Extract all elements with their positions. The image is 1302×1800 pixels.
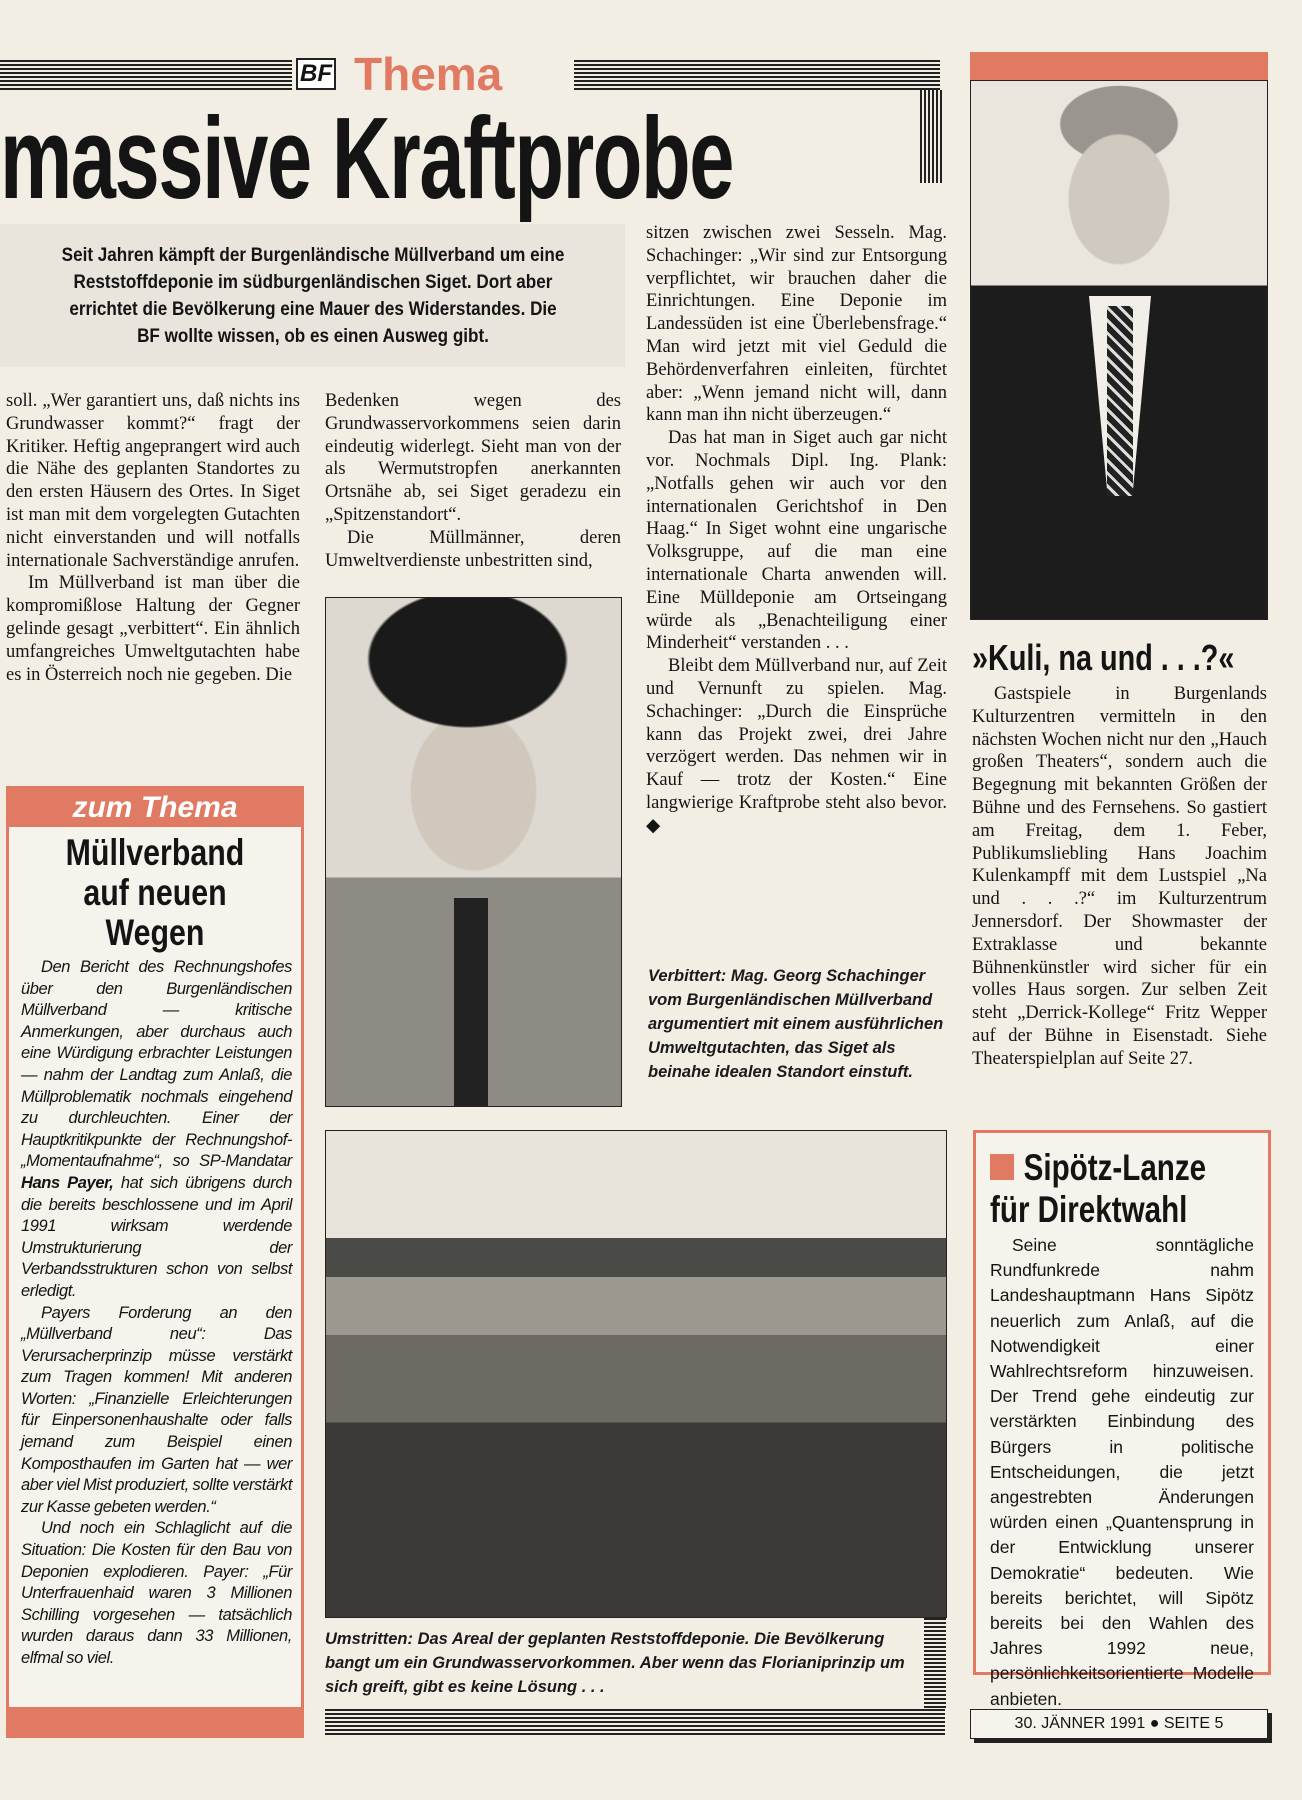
sipoetz-title-line2: für Direktwahl — [990, 1189, 1188, 1230]
red-square-icon — [990, 1154, 1014, 1180]
paragraph: Im Müllverband ist man über die kompromißlose Haltung der Gegner gelinde gesagt „verbittert“. Ein ähnlich umfangreiches Umweltgutachten habe es in Österreich noch nie gegeben. Die — [6, 573, 300, 685]
sipoetz-text — [990, 1233, 1254, 1712]
section-label: Thema — [354, 48, 503, 100]
paragraph: Bedenken wegen des Grundwasservorkommens seien darin eindeutig widerlegt. Sieht man von der als Wermutstropfen anerkannten Ortsnähe ab, sei Siget geradezu ein „Spitzenstandort“. — [325, 391, 621, 525]
caption-rule-right — [924, 1618, 946, 1708]
tie — [454, 898, 488, 1107]
name-bold: Hans Payer, — [21, 1173, 114, 1192]
paragraph: Und noch ein Schlaglicht auf die Situation: Die Kosten für den Bau von Deponien explodieren. Payer: „Für Unterfrauenhaid waren 3 Millionen Schilling vorgesehen — tatsächlich wurden daraus dann 33 Millionen, elfmal so viel. — [21, 1519, 292, 1667]
bf-logo: BF — [296, 58, 336, 90]
portrait-photo-schachinger — [325, 597, 622, 1107]
bullet: ● — [1149, 1715, 1160, 1732]
paragraph: Das hat man in Siget auch gar nicht vor. Nochmals Dipl. Ing. Plank: „Notfalls gehen wir auch vor den internationalen Gerichtshof in Den Haag.“ In Siget wohnt eine ungarische Volksgruppe, auf die man eine internationale Charta anwenden will. Eine Mülldeponie am Ortseingang würde als „Benachteiligung einer Minderheit“ verstanden . . . — [646, 428, 947, 654]
title-text: Sipötz-Lanze — [1023, 1147, 1207, 1188]
sidebar-footer-band — [9, 1707, 301, 1735]
paragraph: soll. „Wer garantiert uns, daß nichts ins Grundwasser kommt?“ fragt der Kritiker. Heftig angeprangert wird auch die Nähe des geplanten Standortes zu den ersten Häusern des Ortes. In Siget ist man mit dem vorgelegten Gutachten nicht einverstanden und will notfalls internationale Sachverständige anrufen. — [6, 391, 300, 571]
portrait-caption: Verbittert: Mag. Georg Schachinger vom Burgenländischen Müllverband argumentiert mit einem ausführlichen Umweltgutachten, das Siget als beinahe idealen Standort einstuft. — [648, 967, 944, 1081]
paragraph: Gastspiele in Burgenlands Kulturzentren vermitteln in den nächsten Wochen nicht nur den „Hauch großen Theaters“, sondern auch die Begegnung mit bekannten Größen der Bühne und des Fernsehens. So gastiert am Freitag, dem 1. Feber, Publikumsliebling Hans Joachim Kulenkampff mit dem Lustspiel „Na und . . .?“ im Kulturzentrum Jennersdorf. Der Showmaster der Extraklasse und bekannte Bühnenkünstler wird sicher für ein volles Haus sorgen. Zur selben Zeit steht „Derrick-Kollege“ Fritz Wepper auf der Bühne in Eisenstadt. Siehe Theaterspielplan auf Seite 27. — [972, 684, 1267, 1069]
paragraph: Seine sonntägliche Rundfunkrede nahm Landeshauptmann Hans Sipötz neuerlich zum Anlaß, auf die Notwendigkeit einer Wahlrechtsreform hinzuweisen. Der Trend gehe eindeutig zur verstärkten Einbindung des Bürgers in politische Entscheidungen, die jetzt angestrebten Änderungen würden einen „Quantensprung in der Entwicklung unserer Demokratie“ bedeuten. Wie bereits berichtet, will Sipötz bereits bei den Wahlen des Jahres 1992 neue, persönlichkeitsorientierte Modelle anbieten. — [990, 1235, 1254, 1709]
article-column-3 — [646, 222, 947, 838]
kuli-title: »Kuli, na und . . .?« — [972, 637, 1235, 678]
paragraph: Bleibt dem Müllverband nur, auf Zeit und Vernunft zu spielen. Mag. Schachinger: „Durch die Einsprüche kann das Projekt zwei, drei Jahre verzögert werden. Das nehmen wir in Kauf — trotz der Kosten.“ Eine langwierige Kraftprobe steht also bevor. ◆ — [646, 656, 947, 836]
tie — [1107, 306, 1133, 496]
article-column-2 — [325, 390, 621, 572]
header-rule-right — [574, 60, 940, 90]
sidebar-box — [6, 786, 304, 1738]
paragraph: sitzen zwischen zwei Sesseln. Mag. Schachinger: „Wir sind zur Entsorgung verpflichtet, wir brauchen daher die Einrichtungen. Eine Deponie im Landessüden ist eine Überlebensfrage.“ Man wird jetzt mit viel Geduld die Behördenverfahren einleiten, fürchtet aber: „Wenn jemand nicht will, dann kann man ihn nicht überzeugen.“ — [646, 223, 947, 426]
header-rule-left — [0, 60, 292, 90]
kuli-text — [972, 683, 1267, 1071]
bottom-rule — [325, 1709, 945, 1737]
paragraph: Die Müllmänner, deren Umweltverdienste unbestritten sind, — [325, 527, 621, 571]
text: hat sich übrigens durch die bereits beschlossene und im April 1991 wirksam werdende Umstrukturierung der Verbandsstrukturen schon von selbst erledigt. — [21, 1173, 292, 1300]
paragraph — [21, 957, 292, 1303]
page-number: SEITE 5 — [1163, 1715, 1224, 1732]
sipoetz-box — [973, 1130, 1271, 1709]
sipoetz-title-line1 — [990, 1147, 1207, 1189]
sidebar-title-line2: auf neuen Wegen — [83, 872, 227, 953]
sidebar-label: zum Thema — [9, 789, 301, 827]
article-column-1 — [6, 390, 300, 686]
issue-date: 30. JÄNNER 1991 — [1014, 1715, 1146, 1732]
portrait-photo-kulenkampff — [970, 80, 1268, 620]
sidebar-text — [9, 953, 301, 1670]
page-footer — [970, 1709, 1268, 1739]
paragraph: Payers Forderung an den „Müllverband neu“: Das Verursacherprinzip müsse verstärkt zum Tragen kommen! Mit anderen Worten: „Finanzielle Erleichterungen für Einpersonenhaushalte oder falls jemand zum Beispiel einen Komposthaufen im Garten hat — wer aber viel Mist produziert, sollte verstärkt zur Kasse gebeten werden.“ — [21, 1303, 292, 1516]
header-rule-corner — [920, 90, 942, 183]
page-title: massive Kraftprobe — [0, 93, 733, 223]
intro-box — [0, 224, 625, 367]
intro-text: Seit Jahren kämpft der Burgenländische Müllverband um eine Reststoffdeponie im südburgenländischen Siget. Dort aber errichtet die Bevölkerung eine Mauer des Widerstandes. Die BF wollte wissen, ob es einen Ausweg gibt. — [61, 245, 564, 347]
photo-header-band — [970, 52, 1268, 80]
sidebar-title-line1: Müllverband — [65, 832, 245, 873]
landscape-photo-deponie — [325, 1130, 947, 1618]
landscape-caption: Umstritten: Das Areal der geplanten Reststoffdeponie. Die Bevölkerung bangt um ein Grundwasservorkommen. Aber wenn das Florianiprinzip um sich greift, gibt es keine Lösung . . . — [325, 1630, 905, 1696]
text: Den Bericht des Rechnungshofes über den Burgenländischen Müllverband — kritische Anmerkungen, aber durchaus auch eine Würdigung erbrachter Leistungen — nahm der Landtag zum Anlaß, die Müllproblematik nochmals eingehend zu durchleuchten. Einer der Hauptkritikpunkte der Rechnungshof-„Momentaufnahme“, so SP-Mandatar — [21, 958, 292, 1171]
